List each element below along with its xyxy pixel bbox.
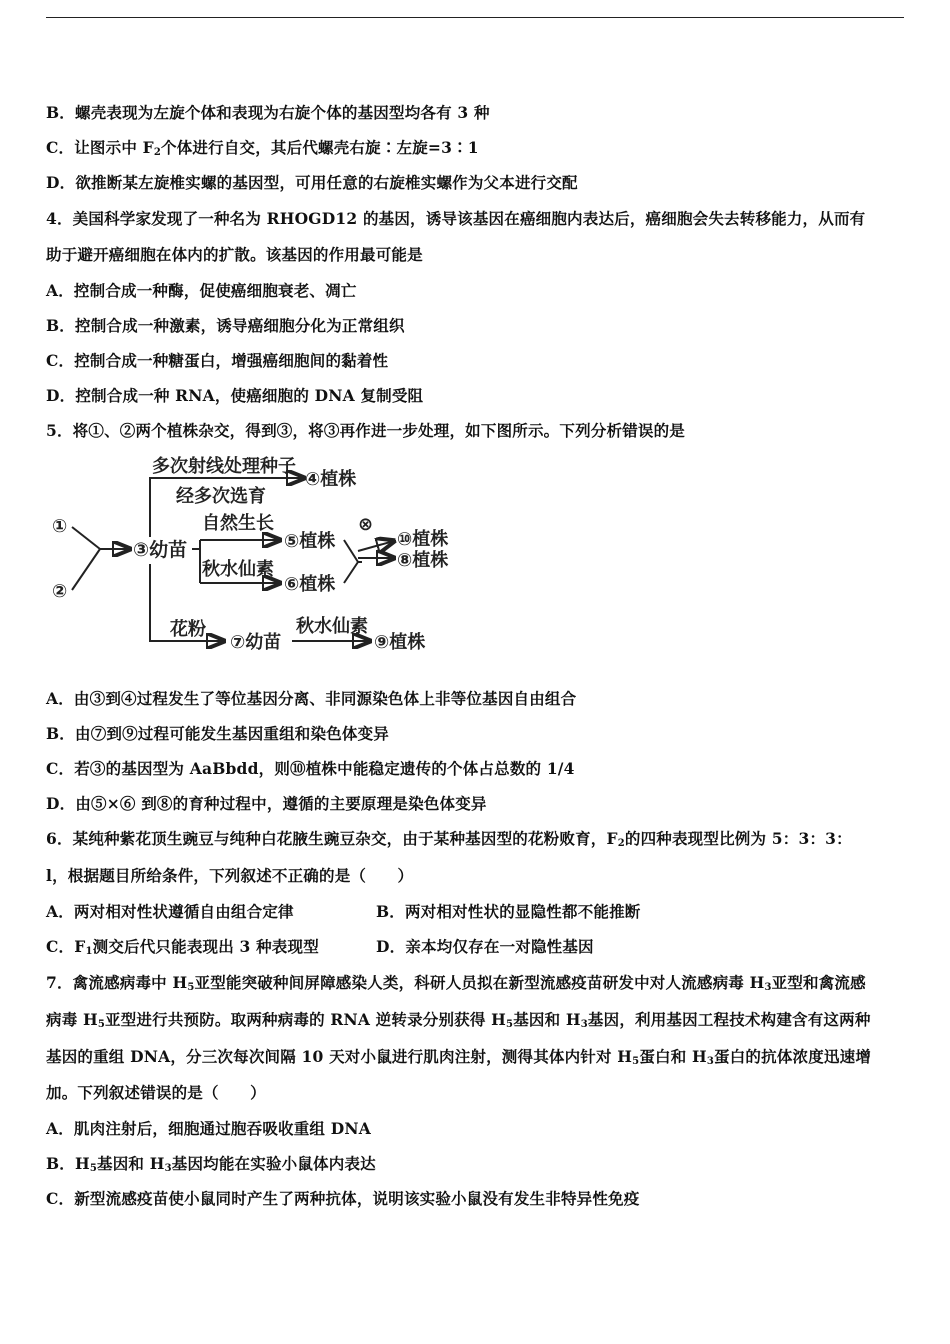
- q7-option-b: B．$H_5$基因和 $H_3$基因均能在实验小鼠体内表达: [46, 1154, 376, 1174]
- q5-option-d: D．由⑤×⑥ 到⑧的育种过程中，遵循的主要原理是染色体变异: [46, 794, 487, 813]
- q4-option-d: D．控制合成一种 RNA，使癌细胞的 DNA 复制受阻: [46, 386, 424, 405]
- q4-option-a: A．控制合成一种酶，促使癌细胞衰老、凋亡: [46, 281, 357, 300]
- q7-option-a: A．肌肉注射后，细胞通过胞吞吸收重组 DNA: [46, 1119, 371, 1138]
- q6-stem-line-1: 6．某纯种紫花顶生豌豆与纯种白花腋生豌豆杂交，由于某种基因型的花粉败育，$F_2$的四种表现型比例为 5：3：3：: [46, 829, 852, 849]
- q4-option-c: C．控制合成一种糖蛋白，增强癌细胞间的黏着性: [46, 351, 389, 370]
- q7-stem-line-2: 病毒 $H_5$亚型进行共预防。取两种病毒的 RNA 逆转录分别获得 $H_5$基因和 $H_3$基因，利用基因工程技术构建含有这两种: [46, 1010, 871, 1030]
- q6-option-b: B．两对相对性状的显隐性都不能推断: [376, 902, 641, 921]
- q6-stem-line-2: l，根据题目所给条件，下列叙述不正确的是（ ）: [46, 866, 414, 885]
- node-4-plant: ④植株: [305, 469, 357, 490]
- node-10-plant: ⑩植株: [397, 529, 449, 550]
- node-7-seedling: ⑦幼苗: [230, 632, 282, 653]
- merge-56-top: [344, 540, 358, 562]
- breeding-flow-diagram: [40, 452, 480, 664]
- q7-stem-line-1: 7．禽流感病毒中 $H_5$亚型能突破种间屏障感染人类，科研人员拟在新型流感疫苗研发中对人流感病毒 $H_3$亚型和禽流感: [46, 973, 866, 993]
- q3-option-d: D．欲推断某左旋椎实螺的基因型，可用任意的右旋椎实螺作为父本进行交配: [46, 173, 578, 192]
- merge-line-bottom: [72, 549, 100, 590]
- header-rule: [46, 17, 904, 18]
- node-5-plant: ⑤植株: [284, 531, 336, 552]
- node-3-seedling: ③幼苗: [133, 539, 188, 561]
- q6-option-a: A．两对相对性状遵循自由组合定律: [46, 902, 294, 921]
- cross-symbol-icon: ⊗: [358, 514, 374, 535]
- q5-stem: 5．将①、②两个植株杂交，得到③，将③再作进一步处理，如下图所示。下列分析错误的是: [46, 421, 685, 440]
- label-radiation: 多次射线处理种子: [152, 456, 296, 477]
- q5-option-b: B．由⑦到⑨过程可能发生基因重组和染色体变异: [46, 724, 390, 743]
- q5-option-a: A．由③到④过程发生了等位基因分离、非同源染色体上非等位基因自由组合: [46, 689, 577, 708]
- q4-stem-line-1: 4．美国科学家发现了一种名为 RHOGD12 的基因，诱导该基因在癌细胞内表达后，癌细胞会失去转移能力，从而有: [46, 209, 866, 228]
- q3-option-b: B．螺壳表现为左旋个体和表现为右旋个体的基因型均各有 3 种: [46, 103, 490, 122]
- merge-line-top: [72, 527, 100, 549]
- q7-stem-line-4: 加。下列叙述错误的是（ ）: [46, 1083, 266, 1102]
- label-selection: 经多次选育: [176, 486, 266, 507]
- label-natural-growth: 自然生长: [202, 513, 274, 534]
- merge-56-bottom: [344, 562, 358, 583]
- q4-option-b: B．控制合成一种激素，诱导癌细胞分化为正常组织: [46, 316, 405, 335]
- label-pollen: 花粉: [170, 619, 206, 640]
- node-parent-1: ①: [52, 516, 68, 537]
- arrow-to-10: [358, 541, 394, 551]
- node-6-plant: ⑥植株: [284, 574, 336, 595]
- q7-option-c: C．新型流感疫苗使小鼠同时产生了两种抗体，说明该实验小鼠没有发生非特异性免疫: [46, 1189, 640, 1208]
- q7-stem-line-3: 基因的重组 DNA，分三次每次间隔 10 天对小鼠进行肌肉注射，测得其体内针对 $H_5$蛋白和 $H_3$蛋白的抗体浓度迅速增: [46, 1047, 872, 1067]
- node-9-plant: ⑨植株: [374, 632, 426, 653]
- label-colchicine-2: 秋水仙素: [296, 616, 368, 637]
- node-parent-2: ②: [52, 581, 68, 602]
- q5-option-c: C．若③的基因型为 AaBbdd，则⑩植株中能稳定遗传的个体占总数的 1/4: [46, 759, 575, 778]
- q6-option-c: C．$F_1$测交后代只能表现出 3 种表现型: [46, 937, 319, 957]
- q4-stem-line-2: 助于避开癌细胞在体内的扩散。该基因的作用最可能是: [46, 245, 423, 264]
- q3-option-c: C．让图示中 $F_2$个体进行自交，其后代螺壳右旋∶左旋=3∶1: [46, 138, 479, 158]
- q6-option-d: D．亲本均仅存在一对隐性基因: [376, 937, 594, 956]
- label-colchicine-1: 秋水仙素: [202, 559, 274, 580]
- node-8-plant: ⑧植株: [397, 550, 449, 571]
